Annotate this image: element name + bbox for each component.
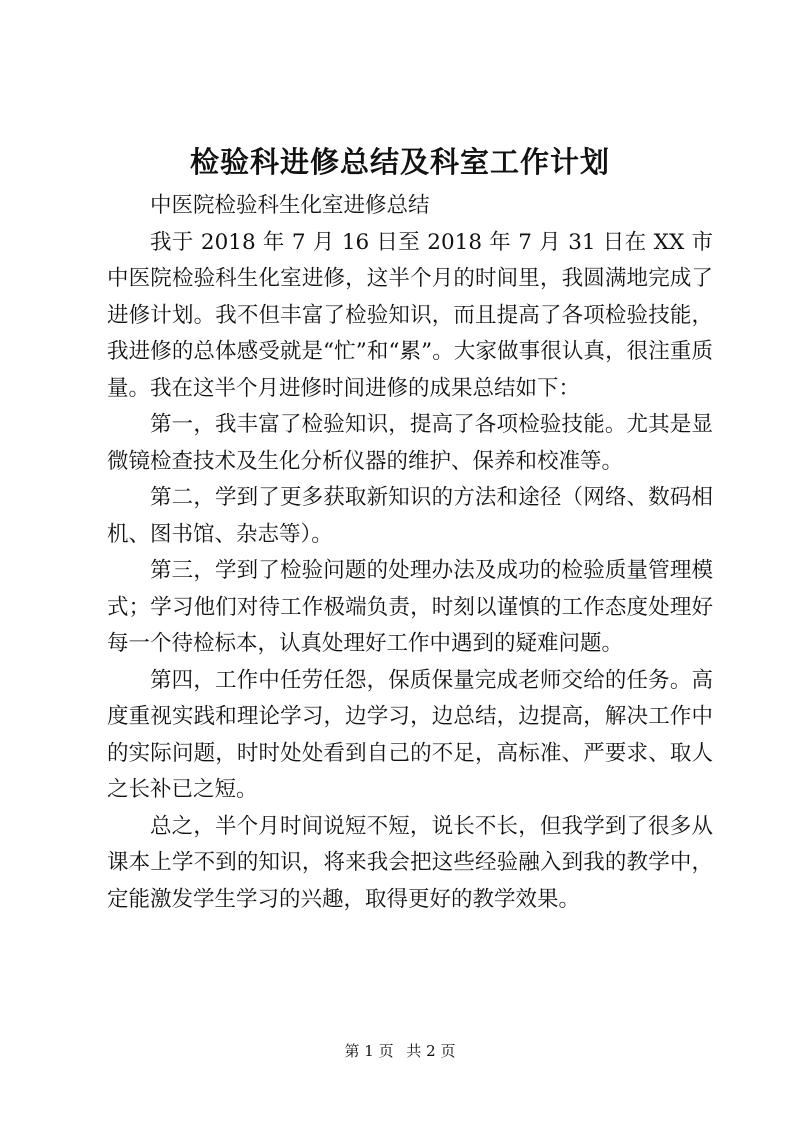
document-body xyxy=(107,188,713,918)
section-subtitle: 中医院检验科生化室进修总结 xyxy=(150,193,430,218)
page-footer xyxy=(0,1041,800,1061)
total-pages: 共 2 页 xyxy=(406,1042,456,1060)
document-title: 检验科进修总结及科室工作计划 xyxy=(189,145,610,179)
paragraph-intro: 我于 2018 年 7 月 16 日至 2018 年 7 月 31 日在 XX 市中医院检验科生化室进修，这半个月的时间里，我圆满地完成了进修计划。我不但丰富了检验知识，而且提高了各项检验技能，我进修的总体感受就是“忙”和“累”。大家做事很认真，很注重质量。我在这半个月进修时间进修的成果总结如下： xyxy=(107,229,713,401)
paragraph-first-point: 第一，我丰富了检验知识，提高了各项检验技能。尤其是显微镜检查技术及生化分析仪器的维护、保养和校准等。 xyxy=(107,412,713,474)
paragraph-conclusion: 总之，半个月时间说短不短，说长不长，但我学到了很多从课本上学不到的知识，将来我会把这些经验融入到我的教学中，定能激发学生学习的兴趣，取得更好的教学效果。 xyxy=(107,813,713,912)
paragraph-second-point: 第二，学到了更多获取新知识的方法和途径（网络、数码相机、图书馆、杂志等）。 xyxy=(107,485,713,547)
paragraph-third-point: 第三，学到了检验问题的处理办法及成功的检验质量管理模式；学习他们对待工作极端负责，时刻以谨慎的工作态度处理好每一个待检标本，认真处理好工作中遇到的疑难问题。 xyxy=(107,558,713,656)
page-number: 第 1 页 xyxy=(344,1042,394,1060)
paragraph-fourth-point: 第四，工作中任劳任怨，保质保量完成老师交给的任务。高度重视实践和理论学习，边学习，边总结，边提高，解决工作中的实际问题，时时处处看到自己的不足，高标准、严要求、取人之长补已之短。 xyxy=(107,667,713,802)
